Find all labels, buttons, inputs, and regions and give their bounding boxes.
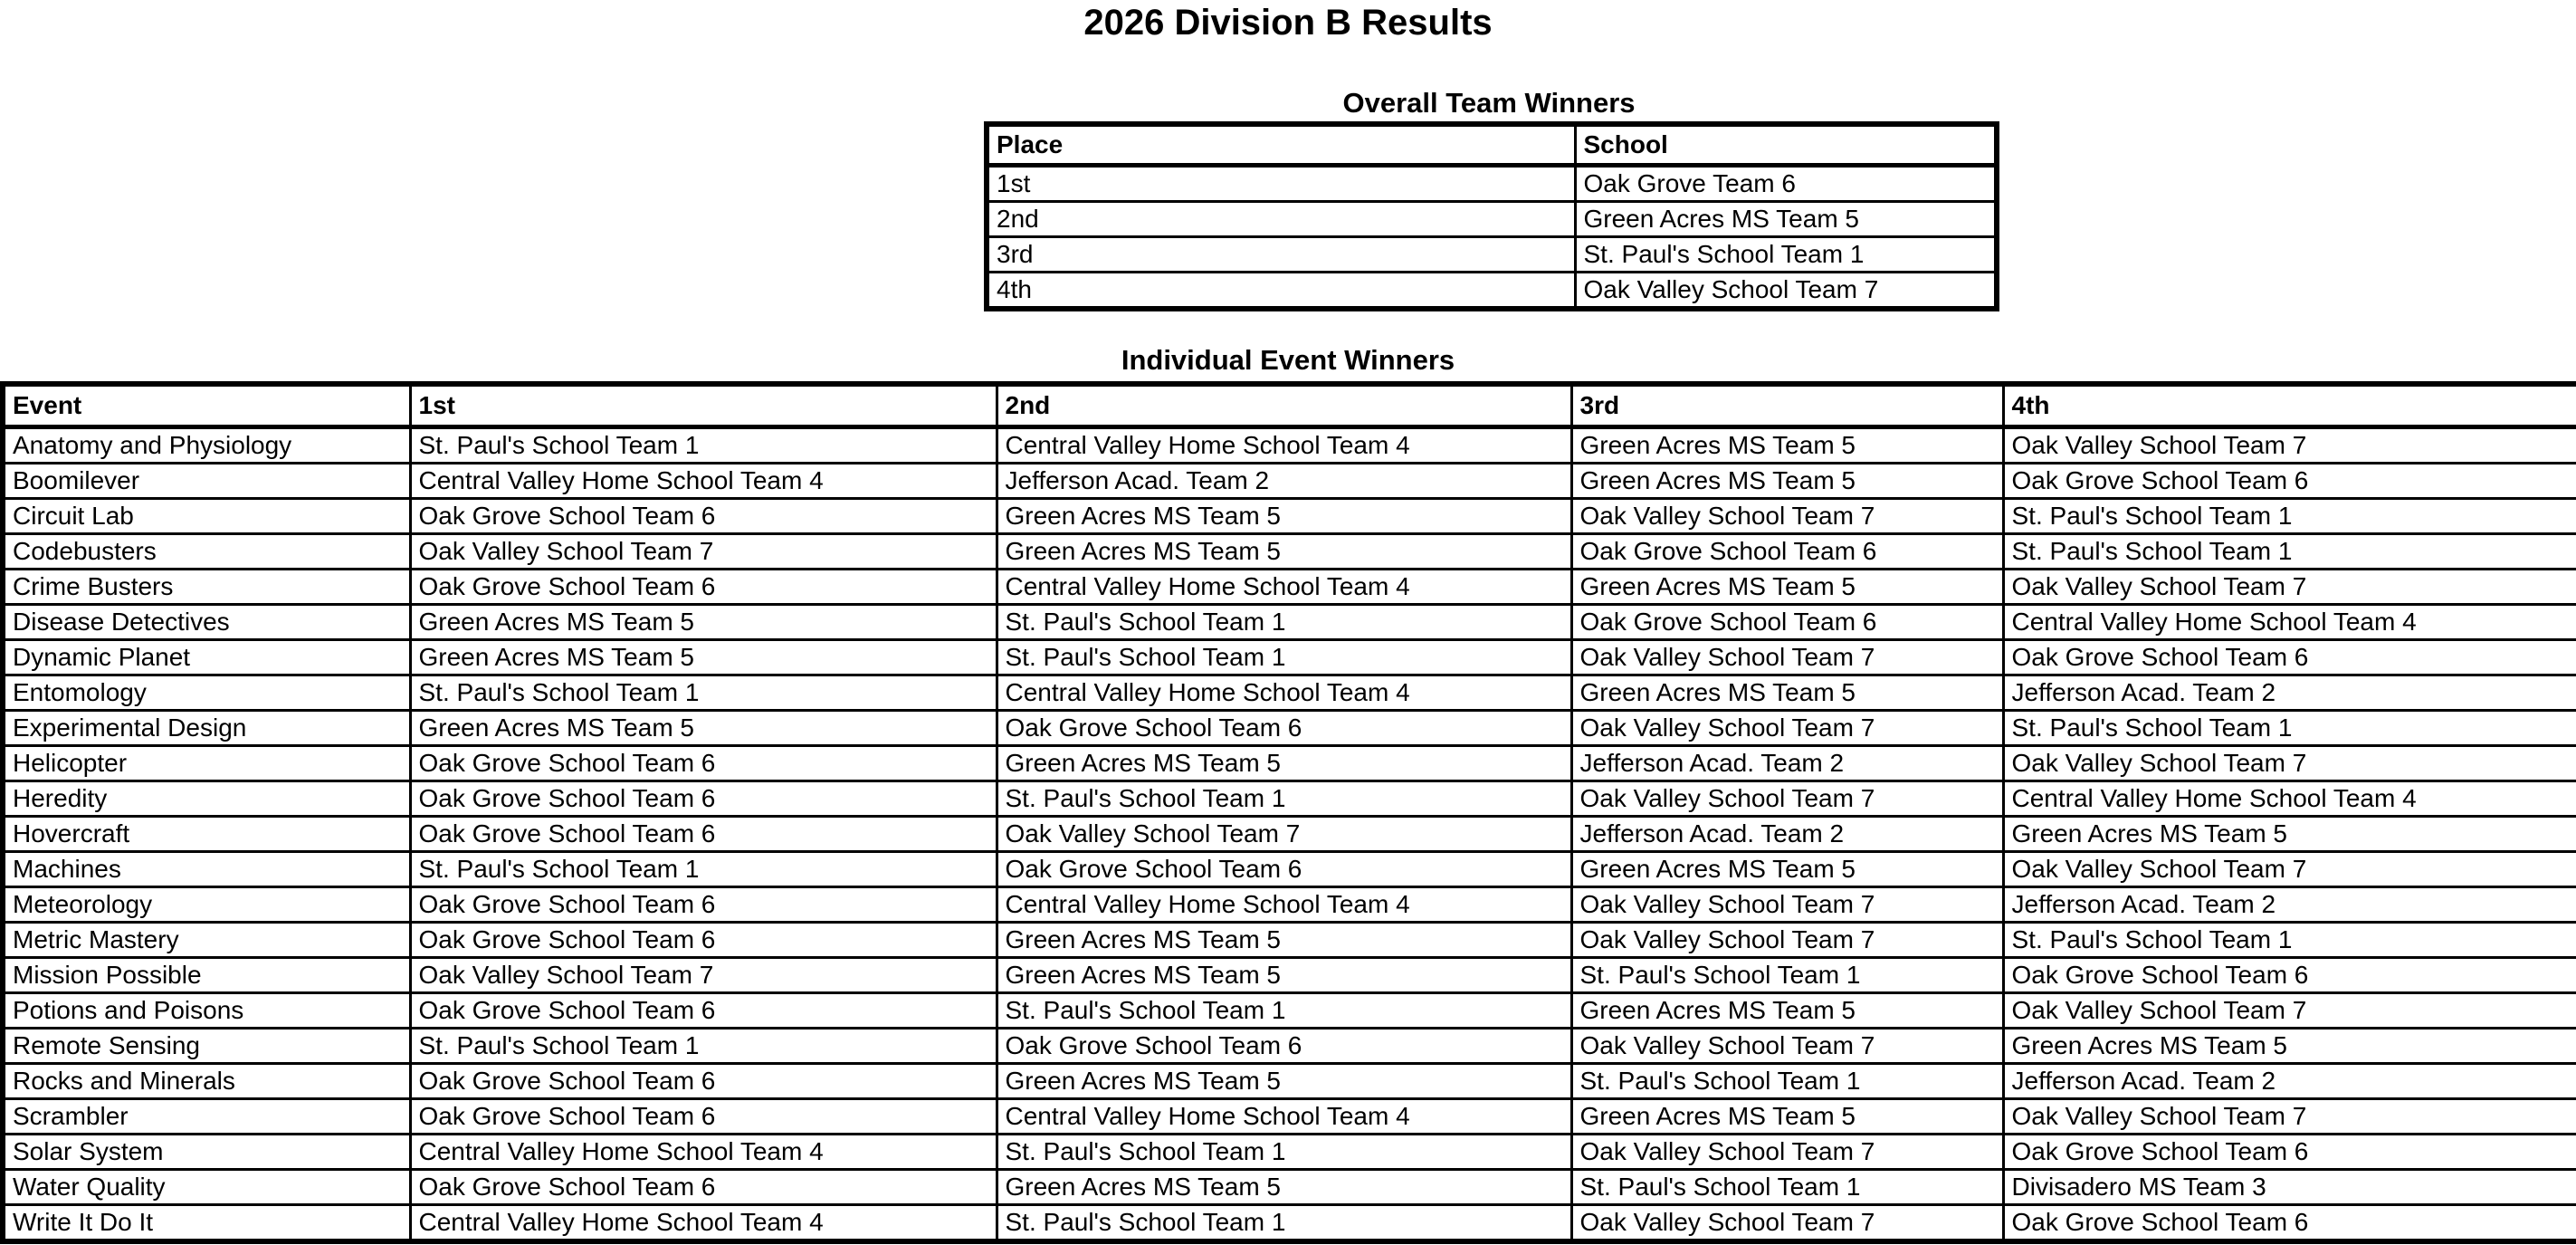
third-place-cell: Green Acres MS Team 5 [1571,675,2003,711]
second-place-cell: Green Acres MS Team 5 [997,1170,1571,1205]
third-place-cell: Oak Valley School Team 7 [1571,923,2003,958]
table-row [3,817,2576,852]
fourth-place-cell: Oak Valley School Team 7 [2003,993,2576,1029]
second-place-cell: Central Valley Home School Team 4 [997,675,1571,711]
fourth-place-cell: Oak Grove School Team 6 [2003,1205,2576,1242]
overall-winners-heading: Overall Team Winners [1342,87,1636,119]
event-cell: Circuit Lab [3,499,410,534]
fourth-place-cell: Oak Valley School Team 7 [2003,570,2576,605]
event-cell: Anatomy and Physiology [3,427,410,464]
table-row [3,993,2576,1029]
second-place-cell: St. Paul's School Team 1 [997,1205,1571,1242]
fourth-place-cell: St. Paul's School Team 1 [2003,534,2576,570]
first-place-cell: Green Acres MS Team 5 [410,711,997,746]
third-place-cell: St. Paul's School Team 1 [1571,1064,2003,1099]
fourth-place-cell: Jefferson Acad. Team 2 [2003,675,2576,711]
event-cell: Boomilever [3,464,410,499]
table-row [987,273,1997,310]
first-place-cell: Oak Grove School Team 6 [410,887,997,923]
event-cell: Water Quality [3,1170,410,1205]
third-place-cell: Green Acres MS Team 5 [1571,852,2003,887]
event-cell: Write It Do It [3,1205,410,1242]
event-cell: Entomology [3,675,410,711]
second-place-cell: St. Paul's School Team 1 [997,640,1571,675]
fourth-place-cell: Oak Grove School Team 6 [2003,640,2576,675]
third-place-cell: Oak Valley School Team 7 [1571,1205,2003,1242]
page-title: 2026 Division B Results [1083,3,1493,43]
table-row [987,202,1997,237]
first-place-cell: Oak Valley School Team 7 [410,534,997,570]
table-row [3,1205,2576,1242]
first-place-cell: Oak Grove School Team 6 [410,1099,997,1135]
individual-event-winners-table [0,381,2576,1244]
event-cell: Experimental Design [3,711,410,746]
second-place-cell: Central Valley Home School Team 4 [997,1099,1571,1135]
second-place-cell: Jefferson Acad. Team 2 [997,464,1571,499]
table-row [3,605,2576,640]
overall-header-row [987,124,1997,166]
third-place-cell: Jefferson Acad. Team 2 [1571,746,2003,781]
fourth-place-cell: Jefferson Acad. Team 2 [2003,1064,2576,1099]
table-row [3,923,2576,958]
second-place-cell: Green Acres MS Team 5 [997,746,1571,781]
first-place-cell: Oak Grove School Team 6 [410,499,997,534]
fourth-place-cell: Oak Valley School Team 7 [2003,746,2576,781]
table-row [3,887,2576,923]
first-place-cell: Green Acres MS Team 5 [410,605,997,640]
second-place-cell: Green Acres MS Team 5 [997,534,1571,570]
first-place-cell: Oak Grove School Team 6 [410,746,997,781]
table-row [3,534,2576,570]
first-place-cell: Central Valley Home School Team 4 [410,464,997,499]
third-place-cell: Green Acres MS Team 5 [1571,427,2003,464]
table-row [987,237,1997,273]
second-place-cell: St. Paul's School Team 1 [997,605,1571,640]
school-cell: St. Paul's School Team 1 [1575,237,1997,273]
event-cell: Disease Detectives [3,605,410,640]
fourth-place-cell: Central Valley Home School Team 4 [2003,781,2576,817]
third-place-cell: St. Paul's School Team 1 [1571,958,2003,993]
school-cell: Oak Grove Team 6 [1575,166,1997,202]
second-place-cell: St. Paul's School Team 1 [997,993,1571,1029]
first-place-cell: St. Paul's School Team 1 [410,852,997,887]
overall-column-header-place: Place [987,124,1575,166]
third-place-cell: Oak Grove School Team 6 [1571,605,2003,640]
third-place-cell: Oak Grove School Team 6 [1571,534,2003,570]
table-row [3,427,2576,464]
table-row [3,1064,2576,1099]
event-cell: Rocks and Minerals [3,1064,410,1099]
event-cell: Scrambler [3,1099,410,1135]
table-row [3,1099,2576,1135]
third-place-cell: Green Acres MS Team 5 [1571,464,2003,499]
individual-header-row [3,384,2576,427]
school-cell: Green Acres MS Team 5 [1575,202,1997,237]
event-cell: Heredity [3,781,410,817]
fourth-place-cell: Oak Grove School Team 6 [2003,464,2576,499]
event-cell: Codebusters [3,534,410,570]
table-row [3,781,2576,817]
event-cell: Meteorology [3,887,410,923]
first-place-cell: St. Paul's School Team 1 [410,1029,997,1064]
table-row [3,958,2576,993]
first-place-cell: Oak Grove School Team 6 [410,570,997,605]
second-place-cell: St. Paul's School Team 1 [997,1135,1571,1170]
fourth-place-cell: Divisadero MS Team 3 [2003,1170,2576,1205]
event-cell: Machines [3,852,410,887]
third-place-cell: Oak Valley School Team 7 [1571,499,2003,534]
fourth-place-cell: Green Acres MS Team 5 [2003,1029,2576,1064]
first-place-cell: Central Valley Home School Team 4 [410,1205,997,1242]
second-place-cell: Oak Valley School Team 7 [997,817,1571,852]
first-place-cell: Oak Valley School Team 7 [410,958,997,993]
table-row [3,1135,2576,1170]
table-row [3,746,2576,781]
first-place-cell: Oak Grove School Team 6 [410,781,997,817]
second-place-cell: Oak Grove School Team 6 [997,852,1571,887]
third-place-cell: Oak Valley School Team 7 [1571,887,2003,923]
event-cell: Mission Possible [3,958,410,993]
table-row [3,852,2576,887]
place-cell: 4th [987,273,1575,310]
table-row [3,1170,2576,1205]
table-row [3,464,2576,499]
first-place-cell: Oak Grove School Team 6 [410,817,997,852]
overall-winners-table [984,121,1999,311]
second-place-cell: Oak Grove School Team 6 [997,1029,1571,1064]
first-place-cell: St. Paul's School Team 1 [410,427,997,464]
place-cell: 1st [987,166,1575,202]
table-row [3,711,2576,746]
event-cell: Solar System [3,1135,410,1170]
school-cell: Oak Valley School Team 7 [1575,273,1997,310]
event-cell: Crime Busters [3,570,410,605]
fourth-place-cell: Oak Grove School Team 6 [2003,958,2576,993]
third-place-cell: Oak Valley School Team 7 [1571,711,2003,746]
individual-winners-heading: Individual Event Winners [1121,344,1455,376]
third-place-cell: Green Acres MS Team 5 [1571,993,2003,1029]
place-cell: 3rd [987,237,1575,273]
fourth-place-cell: Green Acres MS Team 5 [2003,817,2576,852]
first-place-cell: Oak Grove School Team 6 [410,1064,997,1099]
fourth-place-cell: St. Paul's School Team 1 [2003,499,2576,534]
individual-column-header-event: Event [3,384,410,427]
event-cell: Helicopter [3,746,410,781]
third-place-cell: Oak Valley School Team 7 [1571,640,2003,675]
second-place-cell: Oak Grove School Team 6 [997,711,1571,746]
first-place-cell: Central Valley Home School Team 4 [410,1135,997,1170]
first-place-cell: Green Acres MS Team 5 [410,640,997,675]
second-place-cell: Green Acres MS Team 5 [997,1064,1571,1099]
place-cell: 2nd [987,202,1575,237]
fourth-place-cell: St. Paul's School Team 1 [2003,711,2576,746]
second-place-cell: Green Acres MS Team 5 [997,923,1571,958]
second-place-cell: Central Valley Home School Team 4 [997,887,1571,923]
fourth-place-cell: Oak Valley School Team 7 [2003,1099,2576,1135]
second-place-cell: Green Acres MS Team 5 [997,499,1571,534]
fourth-place-cell: Oak Grove School Team 6 [2003,1135,2576,1170]
table-row [3,499,2576,534]
third-place-cell: St. Paul's School Team 1 [1571,1170,2003,1205]
first-place-cell: Oak Grove School Team 6 [410,1170,997,1205]
third-place-cell: Oak Valley School Team 7 [1571,781,2003,817]
fourth-place-cell: Central Valley Home School Team 4 [2003,605,2576,640]
fourth-place-cell: Jefferson Acad. Team 2 [2003,887,2576,923]
event-cell: Metric Mastery [3,923,410,958]
individual-column-header-1st: 1st [410,384,997,427]
fourth-place-cell: Oak Valley School Team 7 [2003,852,2576,887]
second-place-cell: St. Paul's School Team 1 [997,781,1571,817]
individual-column-header-3rd: 3rd [1571,384,2003,427]
event-cell: Hovercraft [3,817,410,852]
first-place-cell: St. Paul's School Team 1 [410,675,997,711]
third-place-cell: Oak Valley School Team 7 [1571,1029,2003,1064]
table-row [3,640,2576,675]
table-row [3,570,2576,605]
overall-column-header-school: School [1575,124,1997,166]
second-place-cell: Central Valley Home School Team 4 [997,570,1571,605]
third-place-cell: Green Acres MS Team 5 [1571,1099,2003,1135]
first-place-cell: Oak Grove School Team 6 [410,993,997,1029]
event-cell: Remote Sensing [3,1029,410,1064]
table-row [3,675,2576,711]
table-row [3,1029,2576,1064]
third-place-cell: Oak Valley School Team 7 [1571,1135,2003,1170]
individual-column-header-2nd: 2nd [997,384,1571,427]
event-cell: Potions and Poisons [3,993,410,1029]
second-place-cell: Central Valley Home School Team 4 [997,427,1571,464]
individual-column-header-4th: 4th [2003,384,2576,427]
table-row [987,166,1997,202]
first-place-cell: Oak Grove School Team 6 [410,923,997,958]
fourth-place-cell: Oak Valley School Team 7 [2003,427,2576,464]
event-cell: Dynamic Planet [3,640,410,675]
second-place-cell: Green Acres MS Team 5 [997,958,1571,993]
fourth-place-cell: St. Paul's School Team 1 [2003,923,2576,958]
third-place-cell: Jefferson Acad. Team 2 [1571,817,2003,852]
third-place-cell: Green Acres MS Team 5 [1571,570,2003,605]
